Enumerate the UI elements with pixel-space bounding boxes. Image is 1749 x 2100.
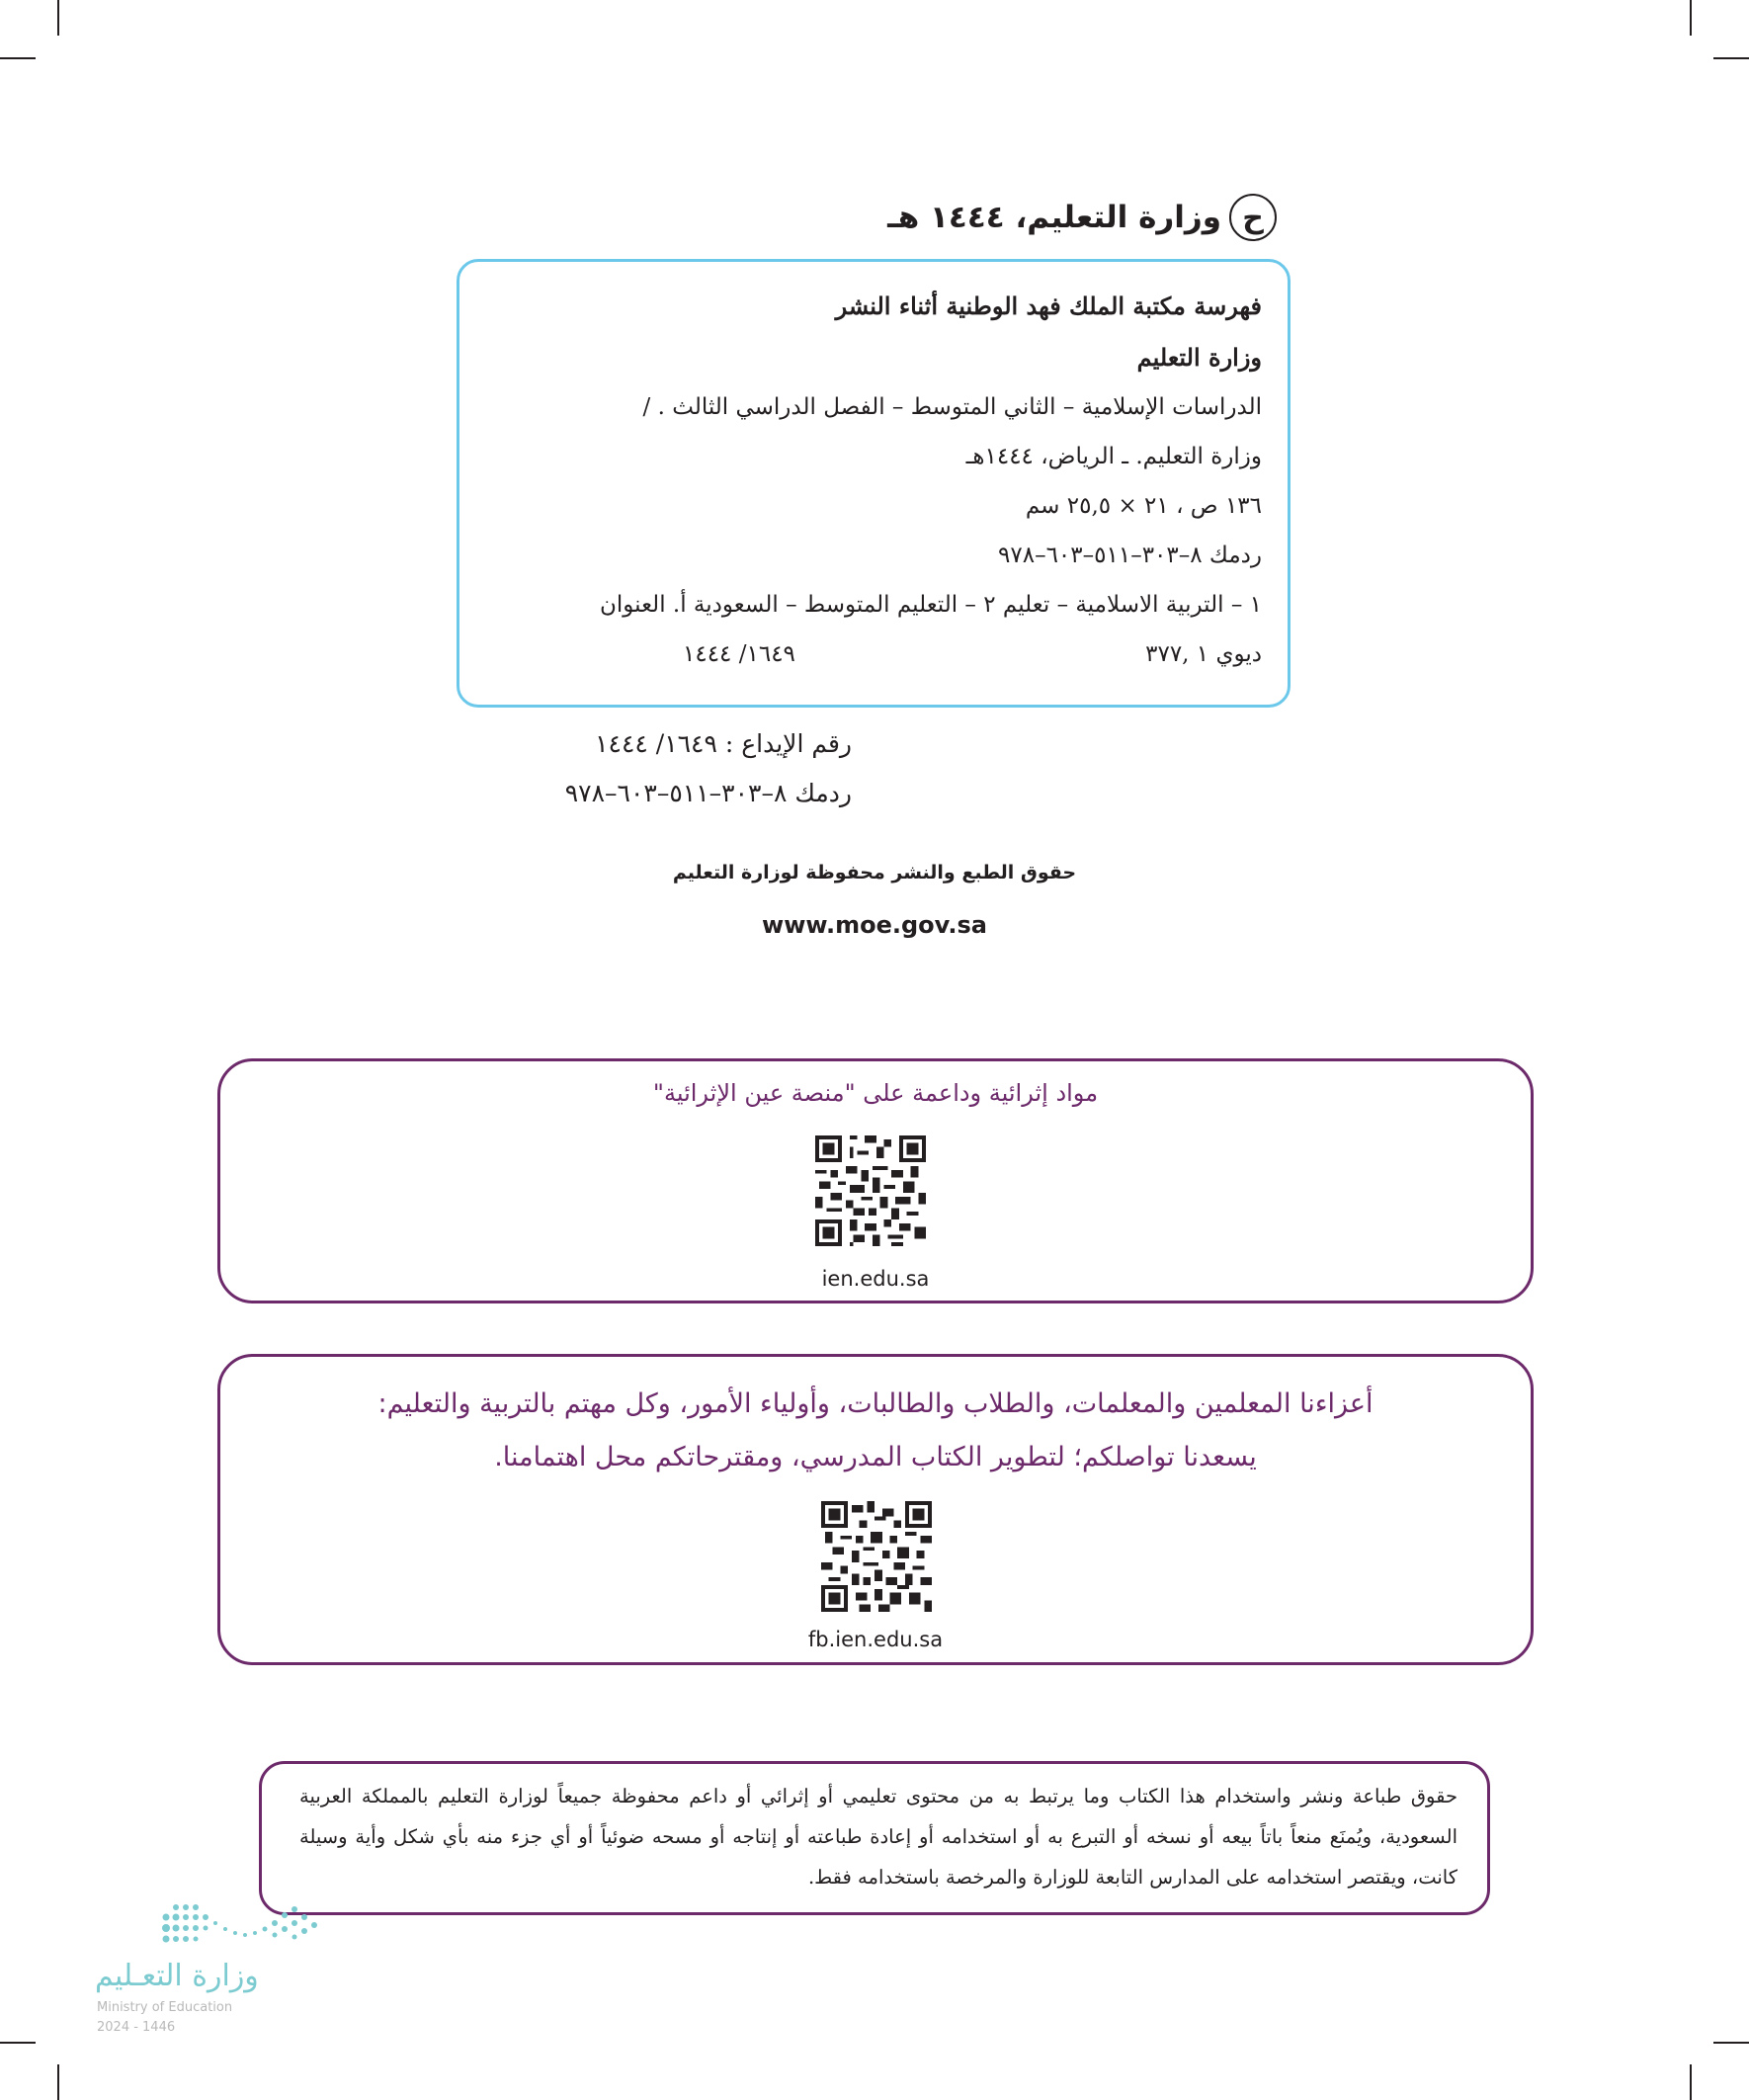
ien-qr-code-icon[interactable] [815,1135,926,1246]
catalog-isbn: ردمك ٨–٣٠٣–٥١١–٦٠٣–٩٧٨ [998,543,1262,568]
feedback-box [217,1354,1534,1665]
legal-notice-box [259,1761,1490,1915]
crop-mark [0,57,36,59]
copyright-line [684,194,1277,241]
catalog-book-title: الدراسات الإسلامية – الثاني المتوسط – الفصل الدراسي الثالث . / [642,394,1262,420]
rights-notice: حقوق الطبع والنشر محفوظة لوزارة التعليم [672,862,1077,883]
ministry-logo-dots-icon [95,1899,332,1953]
catalog-dewey-row [485,641,1262,667]
deposit-number: رقم الإيداع : ١٦٤٩/ ١٤٤٤ [595,729,852,758]
catalog-author: وزارة التعليم [1136,343,1262,372]
crop-mark [1690,0,1692,36]
website-link[interactable]: www.moe.gov.sa [762,911,987,939]
catalog-pages: ١٣٦ ص ، ٢١ × ٢٥,٥ سم [1025,493,1262,519]
logo-english-text: Ministry of Education [97,2000,233,2015]
catalog-dewey-code: ١٦٤٩/ ١٤٤٤ [683,641,795,667]
feedback-line-2: يسعدنا تواصلكم؛ لتطوير الكتاب المدرسي، ومقترحاتكم محل اهتمامنا. [494,1442,1257,1472]
crop-mark [0,2042,36,2044]
catalog-subjects: ١ – التربية الاسلامية – تعليم ٢ – التعليم المتوسط – السعودية أ. العنوان [599,592,1262,618]
feedback-url[interactable]: fb.ien.edu.sa [807,1628,944,1651]
logo-arabic-text: وزارة التعـليم [95,1959,259,1993]
legal-notice-text: حقوق طباعة ونشر واستخدام هذا الكتاب وما يرتبط به من محتوى تعليمي أو إثرائي أو داعم محفوظة جميعاً لوزارة التعليم بالمملكة العربية السعودية، ويُمنَع منعاً باتاً بيعه أو نسخه أو التبرع به أو استخدامه أو إعادة طباعته أو إنتاجه أو مسحه ضوئياً أو أي جزء منه بأي شكل وأية وسيلة كانت، ويقتصر استخدامه على المدارس التابعة للوزارة والمرخصة باستخدامه فقط. [299,1785,1458,1889]
copyright-symbol-icon: ح [1229,194,1277,241]
crop-mark [57,2064,59,2100]
catalog-box [457,259,1291,708]
crop-mark [1713,2042,1749,2044]
logo-year-text: 2024 - 1446 [97,2020,176,2035]
ien-url[interactable]: ien.edu.sa [821,1267,930,1291]
crop-mark [1690,2064,1692,2100]
crop-mark [1713,57,1749,59]
catalog-dewey: ديوي ١ ,٣٧٧ [1145,641,1262,667]
catalog-title: فهرسة مكتبة الملك فهد الوطنية أثناء النشر [835,292,1262,320]
ien-platform-box [217,1058,1534,1303]
copyright-text: وزارة التعليم، ١٤٤٤ هـ [887,200,1221,235]
feedback-qr-code-icon[interactable] [821,1501,932,1612]
feedback-line-1: أعزاءنا المعلمين والمعلمات، والطلاب والطالبات، وأولياء الأمور، وكل مهتم بالتربية والتعليم: [377,1388,1374,1419]
crop-mark [57,0,59,36]
catalog-publisher: وزارة التعليم. ـ الرياض، ١٤٤٤هـ [965,444,1262,469]
ien-platform-text: مواد إثرائية وداعمة على "منصة عين الإثرائية" [652,1079,1099,1107]
deposit-isbn: ردمك ٨–٣٠٣–٥١١–٦٠٣–٩٧٨ [564,779,852,807]
